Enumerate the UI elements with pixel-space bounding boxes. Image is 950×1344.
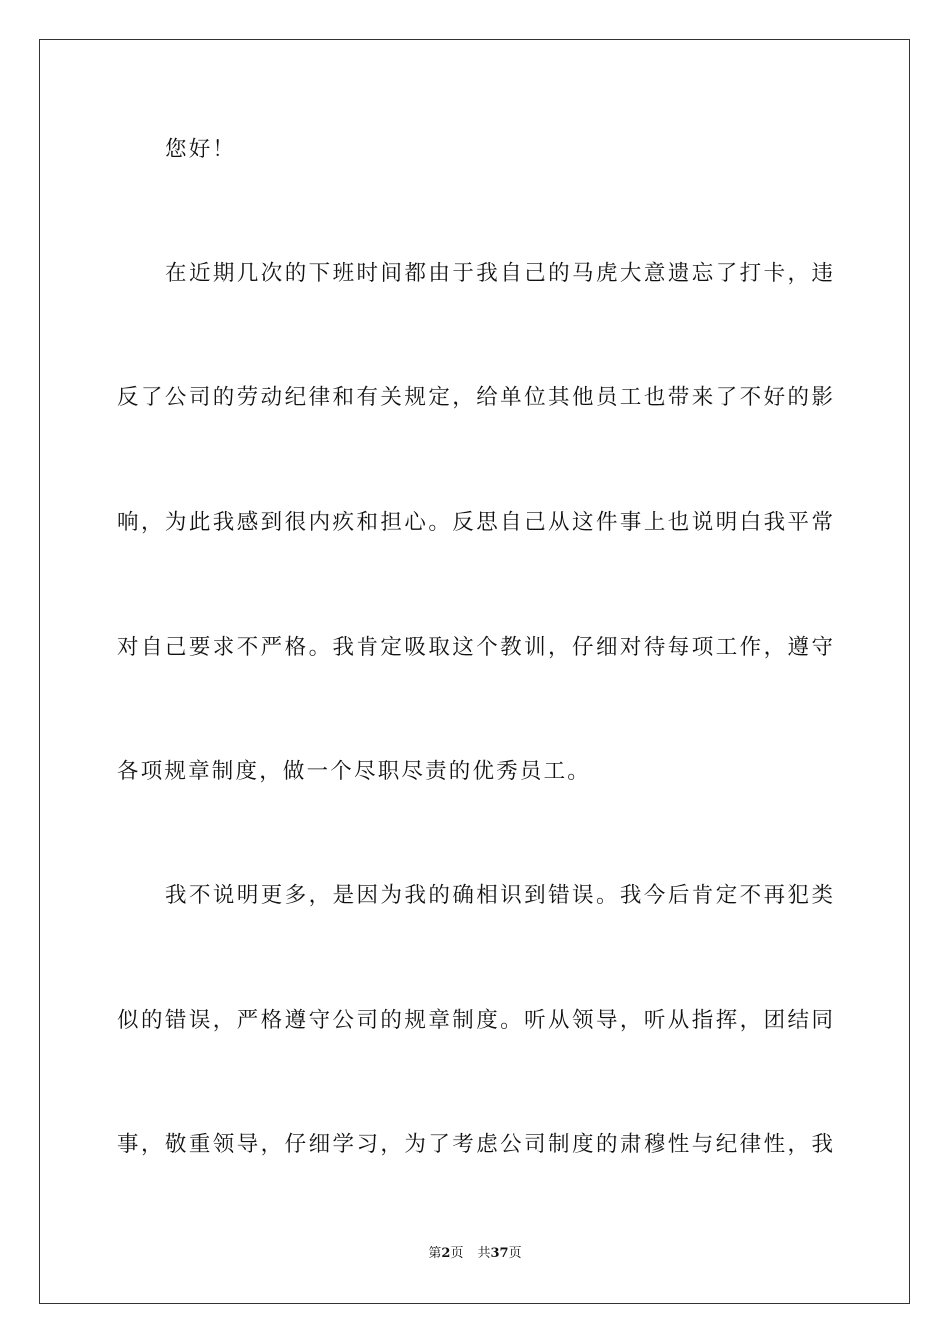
paragraph-line: 各项规章制度，做一个尽职尽责的优秀员工。 — [117, 759, 592, 784]
footer-total-prefix: 共 — [477, 1246, 491, 1261]
footer-total-suffix: 页 — [508, 1246, 522, 1261]
page-footer — [0, 1245, 950, 1263]
paragraph-line: 在近期几次的下班时间都由于我自己的马虎大意遗忘了打卡，违 — [165, 261, 833, 286]
footer-total-pages: 37 — [490, 1246, 509, 1261]
paragraph-line: 反了公司的劳动纪律和有关规定，给单位其他员工也带来了不好的影 — [117, 385, 833, 410]
footer-page-prefix: 第 — [428, 1246, 442, 1261]
greeting: 您好！ — [165, 137, 237, 162]
page-frame — [39, 39, 910, 1304]
paragraph-line: 似的错误，严格遵守公司的规章制度。听从领导，听从指挥，团结同 — [117, 1008, 833, 1033]
footer-page-suffix: 页 — [450, 1246, 464, 1261]
paragraph-line: 响，为此我感到很内疚和担心。反思自己从这件事上也说明白我平常 — [117, 510, 833, 535]
footer-page-number: 2 — [441, 1246, 451, 1261]
paragraph-line: 我不说明更多，是因为我的确相识到错误。我今后肯定不再犯类 — [165, 883, 833, 908]
paragraph-line: 对自己要求不严格。我肯定吸取这个教训，仔细对待每项工作，遵守 — [117, 635, 833, 660]
paragraph-line: 事，敬重领导，仔细学习，为了考虑公司制度的肃穆性与纪律性，我 — [117, 1132, 833, 1157]
